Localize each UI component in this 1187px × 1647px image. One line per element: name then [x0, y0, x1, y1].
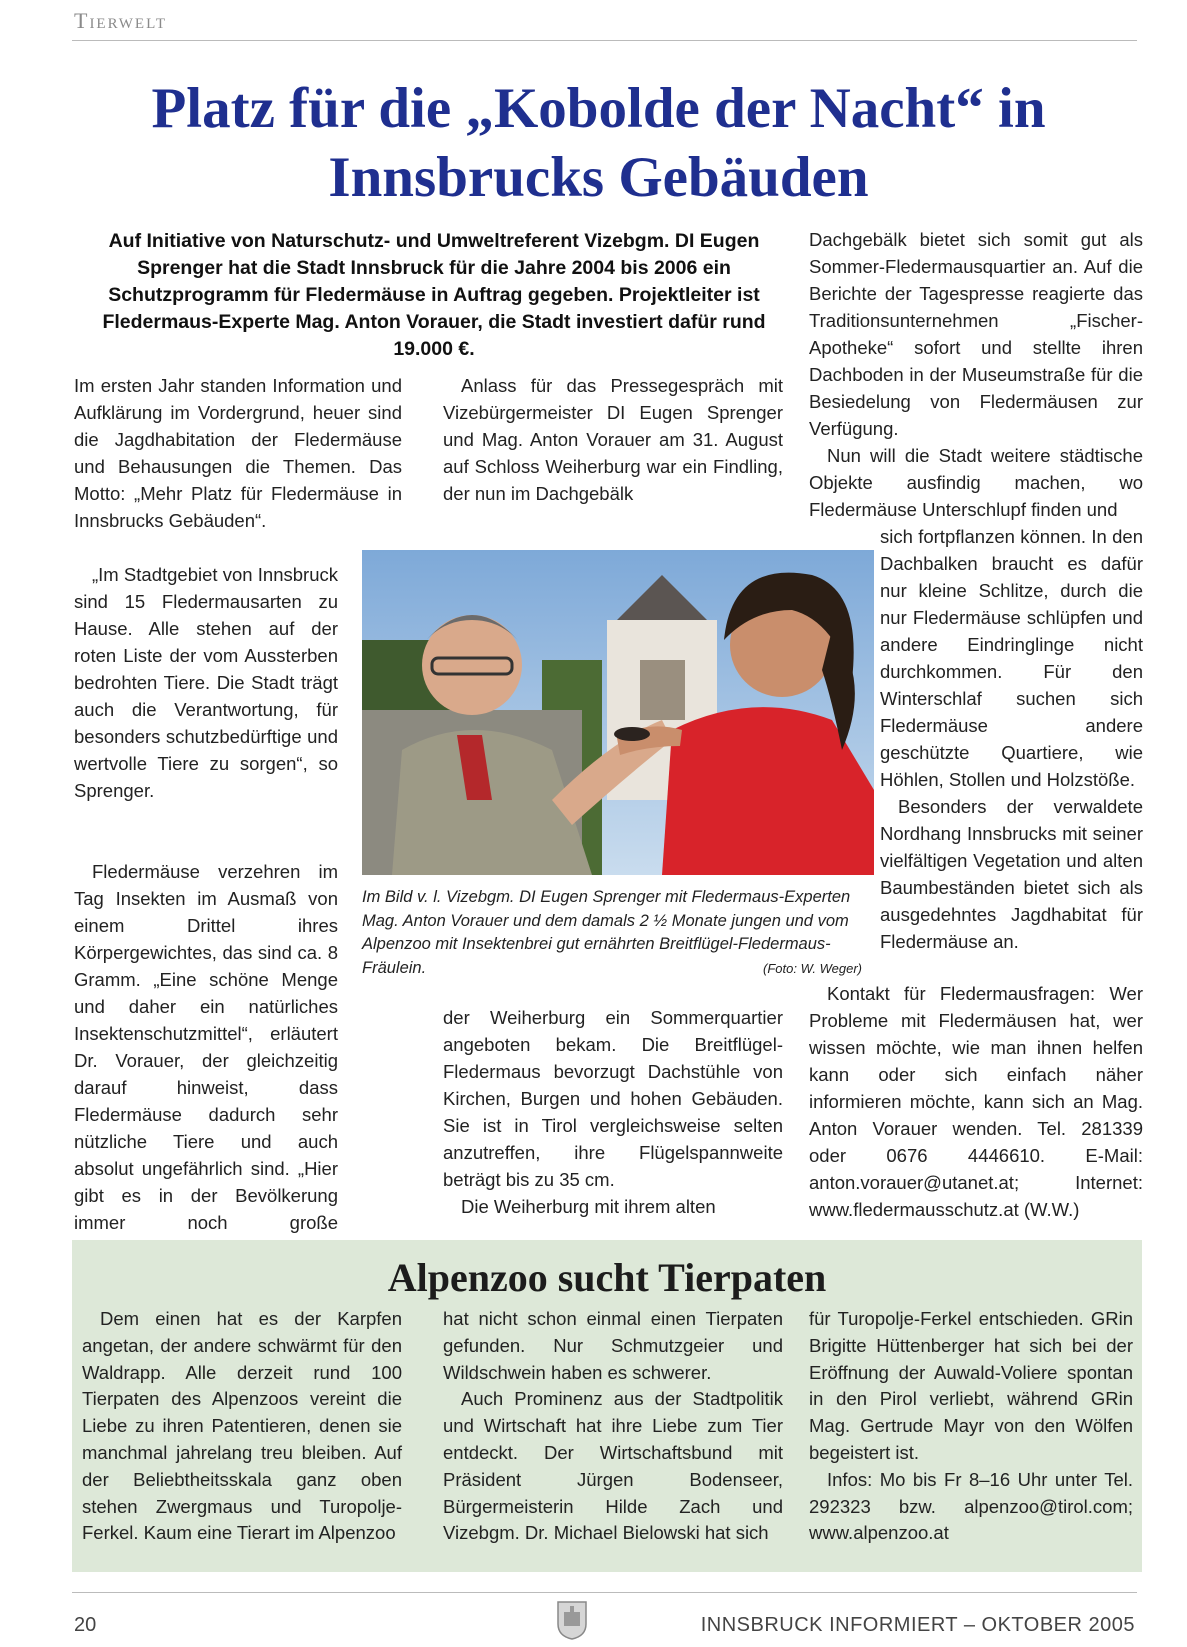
article-column-1-lower — [74, 858, 338, 1290]
article-paragraph: Fledermäuse verzehren im Tag Insekten im Ausmaß von einem Drittel ihres Körpergewichtes, das sind ca. 8 Gramm. „Eine schöne Menge und daher ein natürliches Insektenschutzmittel“, erläutert Dr. Vorauer, der gleichzeitig darauf hinweist, dass Fledermäuse dadurch sehr nützliche Tiere und auch absolut ungefährlich sind. „Hier gibt es in der Bevölkerung immer noch große — [74, 861, 338, 1233]
box-column-2 — [443, 1306, 783, 1547]
box-paragraph: für Turopolje-Ferkel entschieden. GRin Brigitte Hüttenberger hat sich bei der Eröffnung der Auwald-Voliere spontan in den Pirol verliebt, während GRin Mag. Gertrude Mayr von den Wölfen begeistert ist. — [809, 1308, 1133, 1463]
alpenzoo-box — [72, 1240, 1142, 1572]
box-paragraph: Infos: Mo bis Fr 8–16 Uhr unter Tel. 292323 bzw. alpenzoo@tirol.com; www.alpenzoo.at — [809, 1468, 1133, 1544]
photo-credit: (Foto: W. Weger) — [763, 960, 862, 976]
box-title: Alpenzoo sucht Tierpaten — [387, 1255, 827, 1300]
article-column-3 — [809, 226, 1143, 523]
article-paragraph: Im ersten Jahr standen Information und Aufklärung im Vordergrund, heuer sind die Jagdhabitation der Fledermäuse und Behausungen die Themen. Das Motto: „Mehr Platz für Fledermäuse in Innsbrucks Gebäuden“. — [74, 375, 402, 531]
lead-paragraph: Auf Initiative von Naturschutz- und Umweltreferent Vizebgm. DI Eugen Sprenger hat die Stadt Innsbruck für die Jahre 2004 bis 2006 ein Schutzprogramm für Fledermäuse in Auftrag gegeben. Projektleiter ist Fledermaus-Experte Mag. Anton Vorauer, die Stadt investiert dafür rund 19.000 €. — [102, 230, 766, 360]
publication-name: INNSBRUCK INFORMIERT – OKTOBER 2005 — [700, 1614, 1135, 1636]
box-paragraph: hat nicht schon einmal einen Tierpaten gefunden. Nur Schmutzgeier und Wildschwein haben es schwerer. — [443, 1308, 783, 1383]
box-paragraph: Dem einen hat es der Karpfen angetan, der andere schwärmt für den Waldrapp. Alle derzeit rund 100 Tierpaten des Alpenzoos vereint die Liebe zu ihren Patentieren, denen sie manchmal jahrelang treu bleiben. Auf der Beliebtheitsskala ganz oben stehen Zwergmaus und Turopolje-Ferkel. Kaum eine Tierart im Alpenzoo — [82, 1308, 402, 1544]
article-column-3-narrow — [880, 523, 1143, 955]
box-column-3 — [809, 1306, 1133, 1547]
bottom-divider — [72, 1592, 1137, 1593]
top-divider — [72, 40, 1137, 41]
article-paragraph: Besonders der verwaldete Nordhang Innsbrucks mit seiner vielfältigen Vegetation und alten Baumbeständen bietet sich als ausgedehntes Jagdhabitat für Fledermäuse an. — [880, 796, 1143, 952]
caption-text: Im Bild v. l. Vizebgm. DI Eugen Sprenger mit Fledermaus-Experten Mag. Anton Vorauer und dem damals 2 ½ Monate jungen und vom Alpenzoo mit Insektenbrei gut ernährten Breitflügel-Fledermaus-Fräulein. — [362, 888, 851, 977]
article-paragraph: „Im Stadtgebiet von Innsbruck sind 15 Fledermausarten zu Hause. Alle stehen auf der roten Liste der vom Aussterben bedrohten Tiere. Die Stadt trägt auch die Verantwortung, für besonders schutzbedürftige und wertvolle Tiere zu sorgen“, so Sprenger. — [74, 564, 338, 801]
article-paragraph: der Weiherburg ein Sommerquartier angeboten bekam. Die Breitflügel-Fledermaus bevorzugt Dachstühle von Kirchen, Burgen und hohen Gebäuden. Sie ist in Tirol vergleichsweise selten anzutreffen, ihre Flügelspannweite beträgt bis zu 35 cm. — [443, 1007, 783, 1190]
article-column-1 — [74, 372, 402, 534]
article-paragraph: Dachgebälk bietet sich somit gut als Sommer-Fledermausquartier an. Auf die Berichte der Tagespresse reagierte das Traditionsunternehmen „Fischer-Apotheke“ sofort und stellte ihren Dachboden in der Museumstraße für die Besiedelung von Fledermäusen zur Verfügung. — [809, 229, 1143, 439]
box-paragraph: Auch Prominenz aus der Stadtpolitik und Wirtschaft hat ihre Liebe zum Tier entdeckt. Der Wirtschaftsbund mit Präsident Jürgen Bodenseer, Bürgermeisterin Hilde Zach und Vizebgm. Dr. Michael Bielowski hat sich — [443, 1388, 783, 1544]
article-photo — [362, 550, 874, 875]
article-paragraph: Die Weiherburg mit ihrem alten — [461, 1196, 716, 1217]
article-paragraph: Anlass für das Pressegespräch mit Vizebürgermeister DI Eugen Sprenger und Mag. Anton Vorauer am 31. August auf Schloss Weiherburg war ein Findling, der nun im Dachgebälk — [443, 375, 783, 504]
city-crest-icon — [556, 1600, 588, 1640]
page-number: 20 — [74, 1614, 97, 1636]
article-column-2-top — [443, 372, 783, 507]
article-paragraph: Kontakt für Fledermausfragen: Wer Probleme mit Fledermäusen hat, wer wissen möchte, wie man ihnen helfen kann oder sich einfach näher informieren möchte, kann sich an Mag. Anton Vorauer wenden. Tel. 281339 oder 0676 4446610. E-Mail: anton.vorauer@utanet.at; Internet: www.fledermausschutz.at (W.W.) — [809, 983, 1143, 1220]
article-column-3-bottom — [809, 980, 1143, 1223]
article-column-2-bottom — [443, 1004, 783, 1220]
article-column-1-narrow — [74, 561, 338, 804]
headline: Platz für die „Kobolde der Nacht“ in Innsbrucks Gebäuden — [151, 77, 1046, 209]
article-paragraph: Nun will die Stadt weitere städtische Objekte ausfindig machen, wo Fledermäuse Unterschlupf finden und — [809, 445, 1143, 520]
box-column-1 — [82, 1306, 402, 1547]
section-label: Tierwelt — [74, 8, 168, 33]
photo-caption — [362, 886, 862, 980]
article-paragraph: sich fortpflanzen können. In den Dachbalken braucht es dafür nur kleine Schlitze, durch die nur Fledermäuse schlüpfen und andere Eindringlinge nicht durchkommen. Für den Winterschlaf suchen sich Fledermäuse andere geschützte Quartiere, wie Höhlen, Stollen und Holzstöße. — [880, 526, 1143, 790]
